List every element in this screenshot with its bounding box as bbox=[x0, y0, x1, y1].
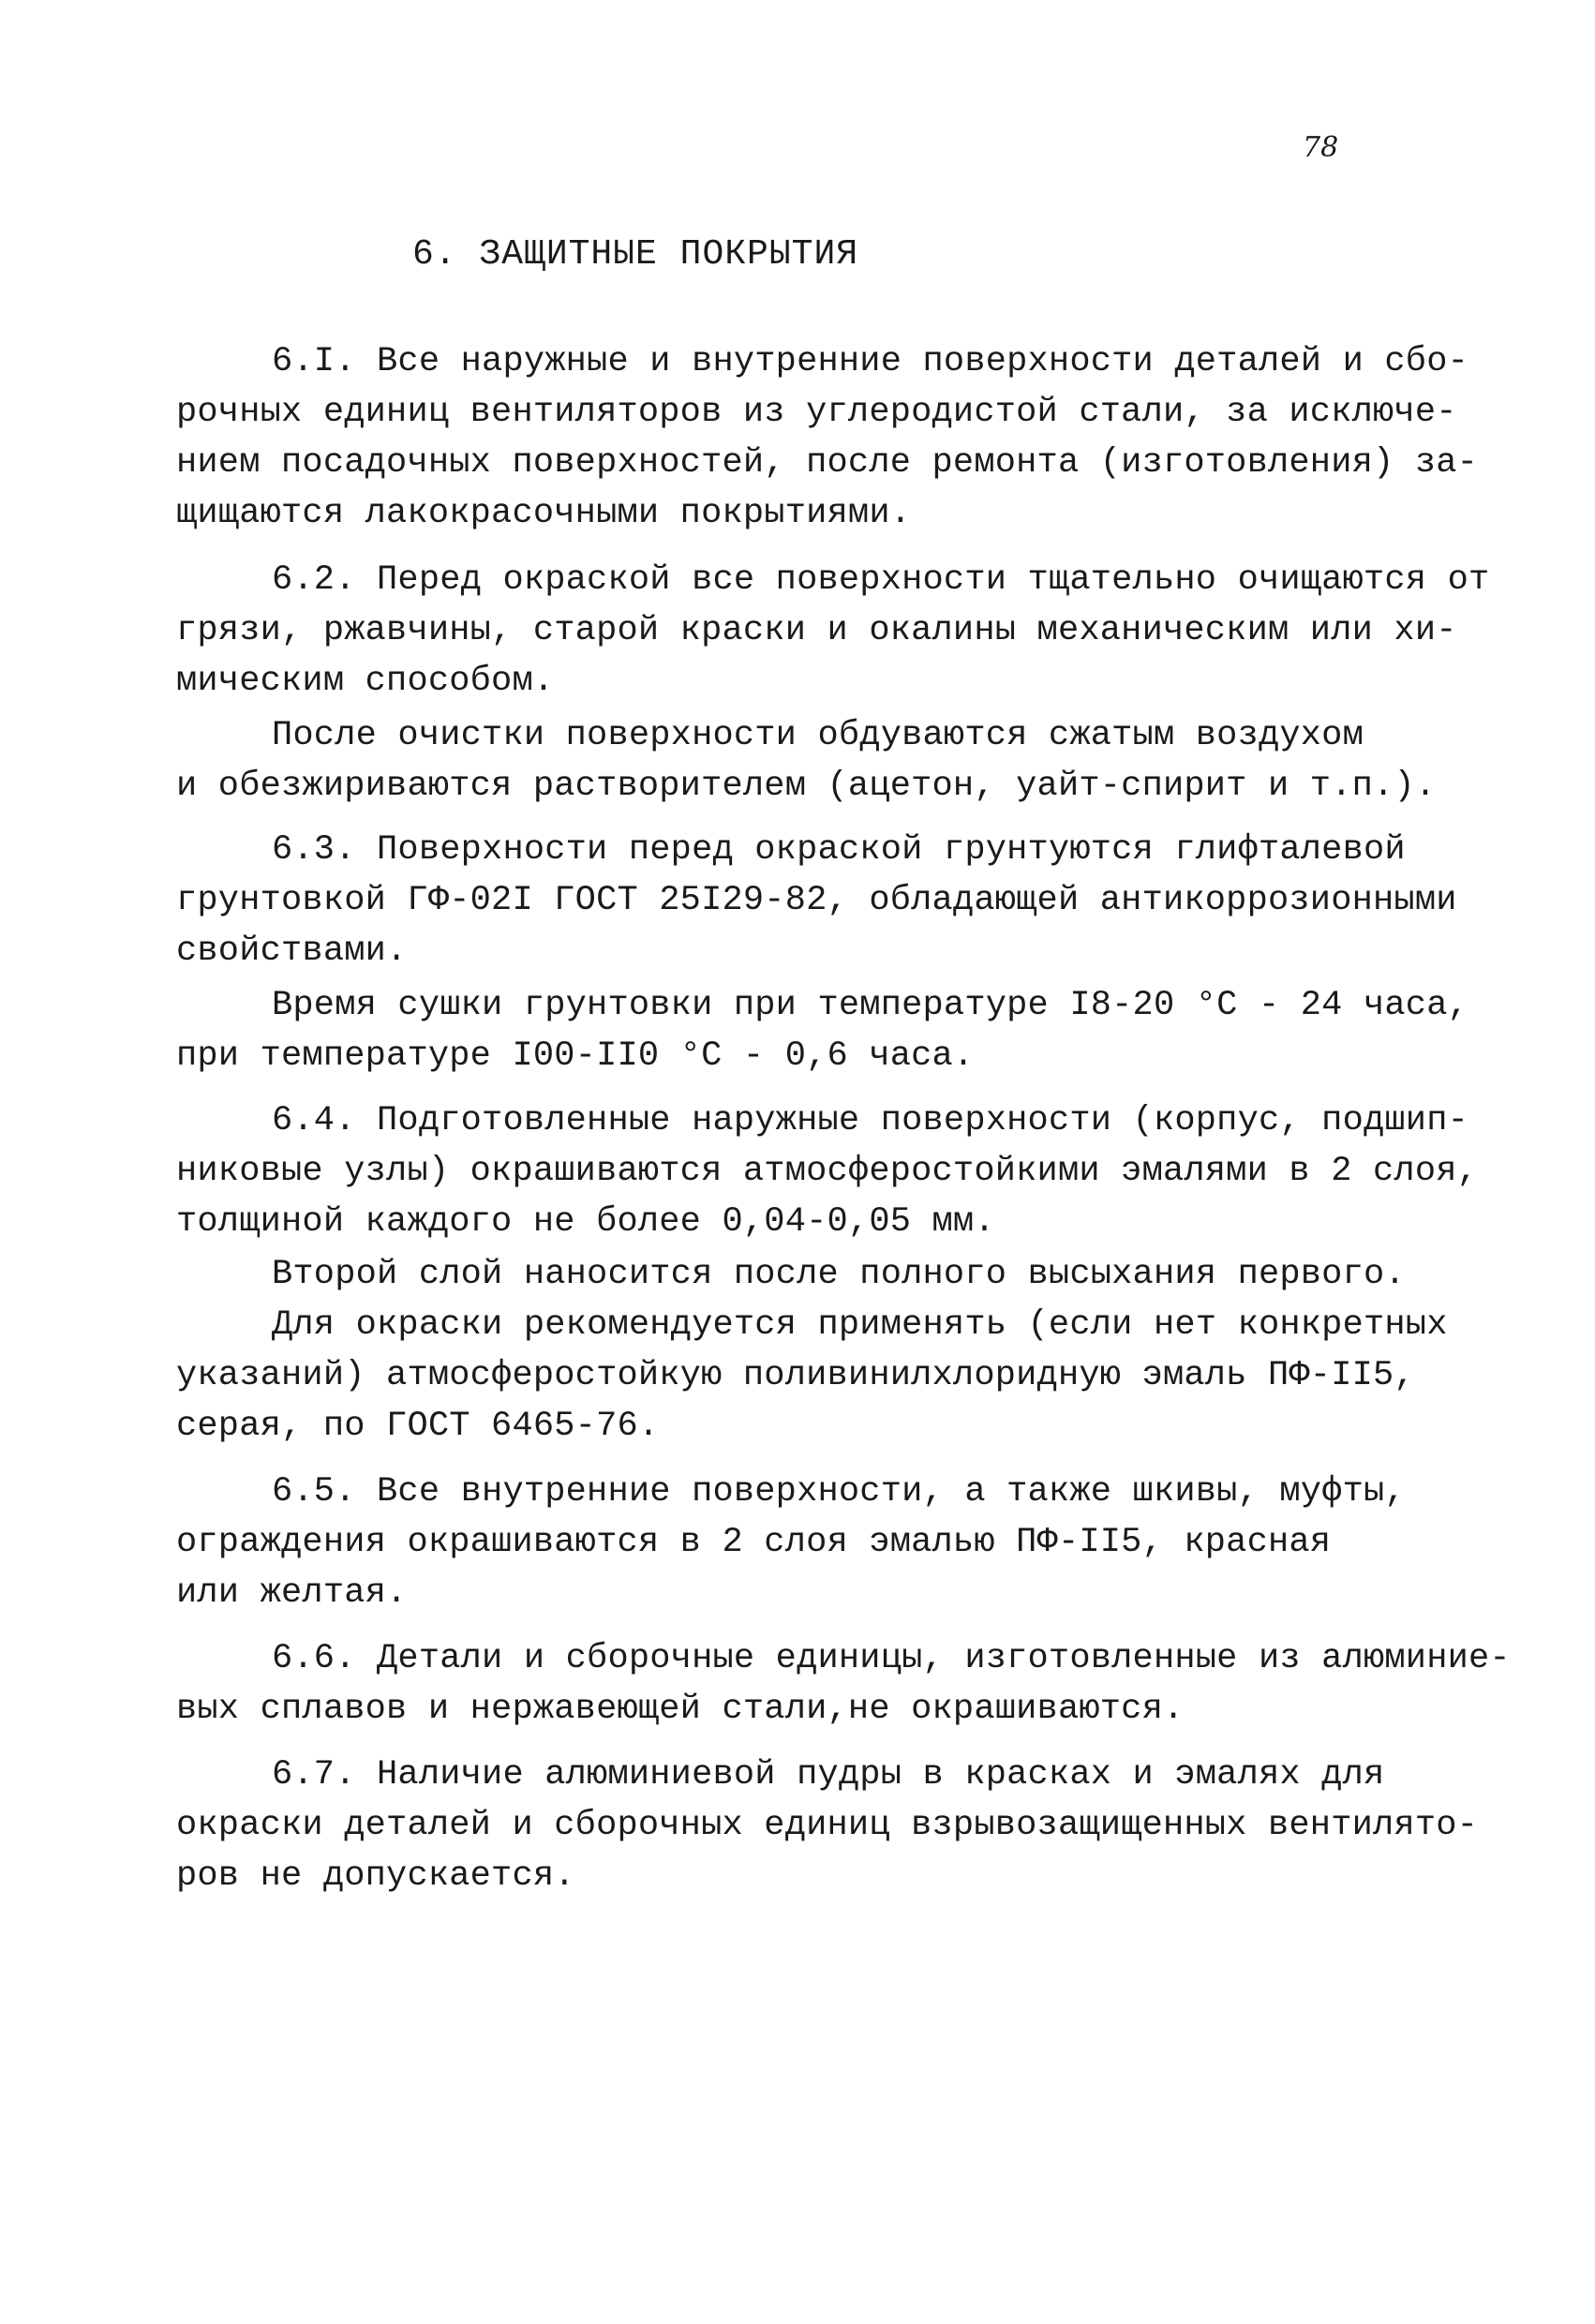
page-number: 78 bbox=[1303, 131, 1339, 164]
text-line: ограждения окрашиваются в 2 слоя эмалью ПФ-II5, красная bbox=[176, 1523, 1332, 1562]
text-line: После очистки поверхности обдуваются сжатым воздухом bbox=[272, 716, 1364, 755]
text-line: толщиной каждого не более 0,04-0,05 мм. bbox=[176, 1202, 995, 1242]
text-line: ров не допускается. bbox=[176, 1856, 575, 1896]
section-title: 6. ЗАЩИТНЫЕ ПОКРЫТИЯ bbox=[412, 234, 859, 275]
text-line: Второй слой наносится после полного высыхания первого. bbox=[272, 1255, 1406, 1294]
text-line: при температуре I00-II0 °С - 0,6 часа. bbox=[176, 1036, 975, 1076]
text-line: 6.3. Поверхности перед окраской грунтуются глифталевой bbox=[272, 830, 1406, 870]
text-line: серая, по ГОСТ 6465-76. bbox=[176, 1407, 660, 1446]
text-line: указаний) атмосферостойкую поливинилхлоридную эмаль ПФ-II5, bbox=[176, 1356, 1415, 1395]
text-line: грунтовкой ГФ-02I ГОСТ 25I29-82, обладающей антикоррозионными bbox=[176, 881, 1457, 920]
text-line: 6.7. Наличие алюминиевой пудры в красках и эмалях для bbox=[272, 1755, 1385, 1795]
text-line: или желтая. bbox=[176, 1573, 408, 1613]
text-line: щищаются лакокрасочными покрытиями. bbox=[176, 494, 912, 533]
text-line: Время сушки грунтовки при температуре I8-20 °С - 24 часа, bbox=[272, 986, 1469, 1025]
text-line: 6.4. Подготовленные наружные поверхности (корпус, подшип- bbox=[272, 1101, 1469, 1140]
text-line: вых сплавов и нержавеющей стали,не окрашиваются. bbox=[176, 1690, 1185, 1729]
text-line: Для окраски рекомендуется применять (если нет конкретных bbox=[272, 1305, 1448, 1345]
text-line: мическим способом. bbox=[176, 662, 555, 701]
text-line: рочных единиц вентиляторов из углеродистой стали, за исключе- bbox=[176, 393, 1457, 432]
text-line: 6.I. Все наружные и внутренние поверхности деталей и сбо- bbox=[272, 342, 1469, 381]
text-line: свойствами. bbox=[176, 931, 408, 971]
text-line: 6.5. Все внутренние поверхности, а также шкивы, муфты, bbox=[272, 1472, 1406, 1512]
text-line: 6.2. Перед окраской все поверхности тщательно очищаются от bbox=[272, 560, 1490, 600]
text-line: окраски деталей и сборочных единиц взрывозащищенных вентилято- bbox=[176, 1806, 1479, 1845]
text-line: 6.6. Детали и сборочные единицы, изготовленные из алюминие- bbox=[272, 1639, 1511, 1678]
text-line: грязи, ржавчины, старой краски и окалины механическим или хи- bbox=[176, 611, 1457, 650]
text-line: никовые узлы) окрашиваются атмосферостойкими эмалями в 2 слоя, bbox=[176, 1152, 1479, 1191]
text-line: нием посадочных поверхностей, после ремонта (изготовления) за- bbox=[176, 443, 1479, 483]
text-line: и обезжириваются растворителем (ацетон, уайт-спирит и т.п.). bbox=[176, 767, 1437, 806]
